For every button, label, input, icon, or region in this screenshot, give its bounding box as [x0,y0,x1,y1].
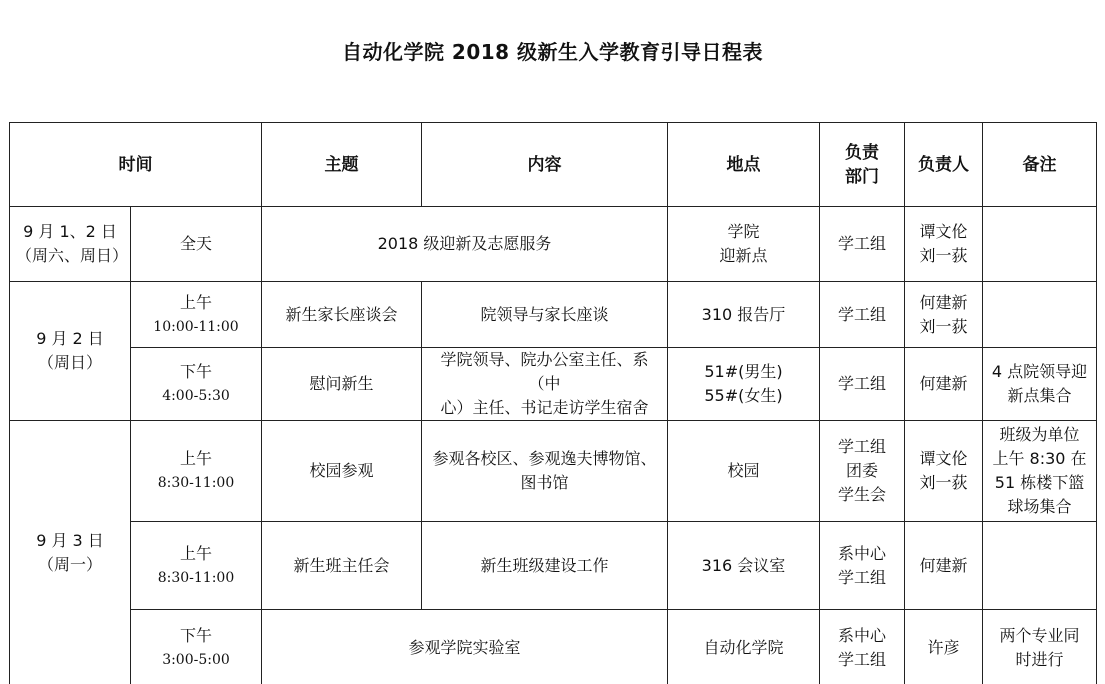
period-cell [131,610,262,684]
time-range: 8:30-11:00 [157,475,235,491]
date-cell [10,207,131,282]
period-cell [131,348,262,421]
dept-line: 学工组 [837,649,886,669]
dept-cell [820,421,905,522]
period-cell [131,421,262,522]
dept-line: 学生会 [837,485,886,504]
header-time: 时间 [10,123,262,207]
weekday-label: （周一） [37,555,102,574]
topic-cell: 新生班主任会 [262,522,422,610]
note-line: 班级为单位 [999,425,1080,444]
dept-line: 学工组 [837,374,886,393]
location-line: 55#(女生) [704,386,783,405]
person-line: 许彦 [927,637,960,657]
content-line: 新生班级建设工作 [480,555,609,575]
header-row [10,123,1097,207]
note-line: 上午 8:30 在 [992,449,1087,468]
dept-line: 系中心 [837,625,886,645]
table-row [10,421,1097,522]
time-range: 4:00-5:30 [162,388,230,404]
content-line: 图书馆 [520,473,569,492]
header-dept-line: 负责 [845,142,879,163]
period-label: 下午 [179,625,212,645]
period-cell [131,522,262,610]
note-cell [983,348,1097,421]
person-line: 何建新 [919,292,968,312]
content-line: 院领导与家长座谈 [480,304,609,324]
topic-cell: 新生家长座谈会 [262,282,422,348]
topic-cell: 慰问新生 [262,348,422,421]
person-line: 刘一荻 [919,473,968,492]
person-cell [905,610,983,684]
period-label: 上午 [179,292,212,312]
header-dept-line: 部门 [845,166,879,187]
date-label: 9 月 2 日 [36,329,104,348]
person-line: 刘一荻 [919,316,968,336]
schedule-table [9,122,1097,684]
person-line: 谭文伦 [919,449,968,468]
content-line: 参观各校区、参观逸夫博物馆、 [432,449,657,468]
time-range: 10:00-11:00 [153,318,239,335]
location-cell [668,282,820,348]
person-line: 何建新 [919,374,968,393]
dept-line: 系中心 [837,543,886,563]
topic-cell: 校园参观 [262,421,422,522]
location-line: 316 会议室 [701,555,786,575]
note-line: 时进行 [1015,649,1064,669]
location-line: 310 报告厅 [701,304,786,324]
note-cell [983,282,1097,348]
dept-cell [820,207,905,282]
note-line: 球场集合 [1007,497,1072,516]
note-line: 4 点院领导迎 [991,362,1088,381]
weekday-label: （周日） [37,353,102,372]
header-dept [820,123,905,207]
dept-line: 学工组 [837,567,886,587]
note-cell [983,522,1097,610]
table-row [10,522,1097,610]
person-line: 刘一荻 [919,246,968,265]
dept-line: 学工组 [837,437,886,456]
period-label: 下午 [179,362,212,381]
table-row [10,207,1097,282]
note-line: 两个专业同 [999,625,1080,645]
header-person: 负责人 [905,123,983,207]
time-range: 8:30-11:00 [157,569,235,586]
person-line: 何建新 [919,555,968,575]
content-cell [422,282,668,348]
note-line: 新点集合 [1007,386,1072,405]
location-line: 校园 [727,461,760,480]
date-cell [10,421,131,684]
period-label: 全天 [179,234,212,253]
table-row [10,610,1097,684]
location-line: 51#(男生) [704,362,783,381]
page-title: 自动化学院 2018 级新生入学教育引导日程表 [341,40,764,64]
dept-cell [820,348,905,421]
date-label: 9 月 3 日 [36,531,104,550]
dept-cell [820,610,905,684]
header-topic: 主题 [262,123,422,207]
time-range: 3:00-5:00 [162,651,230,668]
location-cell [668,348,820,421]
dept-cell [820,522,905,610]
table-row [10,348,1097,421]
header-note: 备注 [983,123,1097,207]
content-cell [422,348,668,421]
content-cell [422,522,668,610]
dept-cell [820,282,905,348]
period-label: 上午 [179,449,212,468]
period-label: 上午 [179,543,212,563]
person-line: 谭文伦 [919,222,968,241]
note-cell [983,421,1097,522]
topic-content-cell: 参观学院实验室 [262,610,668,684]
dept-line: 学工组 [837,234,886,253]
topic-content-cell: 2018 级迎新及志愿服务 [262,207,668,282]
table-row [10,282,1097,348]
date-cell [10,282,131,421]
location-cell [668,421,820,522]
date-label: 9 月 1、2 日 [23,222,117,241]
content-line: 学院领导、院办公室主任、系（中 [440,350,649,393]
note-cell [983,610,1097,684]
location-line: 迎新点 [719,246,768,265]
dept-line: 学工组 [837,304,886,324]
person-cell [905,207,983,282]
content-cell [422,421,668,522]
person-cell [905,421,983,522]
location-line: 自动化学院 [703,637,784,657]
note-cell [983,207,1097,282]
header-location: 地点 [668,123,820,207]
person-cell [905,522,983,610]
note-line: 51 栋楼下篮 [994,473,1085,492]
header-content: 内容 [422,123,668,207]
content-line: 心）主任、书记走访学生宿舍 [440,398,649,417]
location-cell [668,610,820,684]
person-cell [905,282,983,348]
period-cell [131,282,262,348]
weekday-label: （周六、周日） [16,246,129,265]
person-cell [905,348,983,421]
period-cell [131,207,262,282]
dept-line: 团委 [845,461,878,480]
location-cell [668,522,820,610]
location-line: 学院 [727,222,760,241]
location-cell [668,207,820,282]
